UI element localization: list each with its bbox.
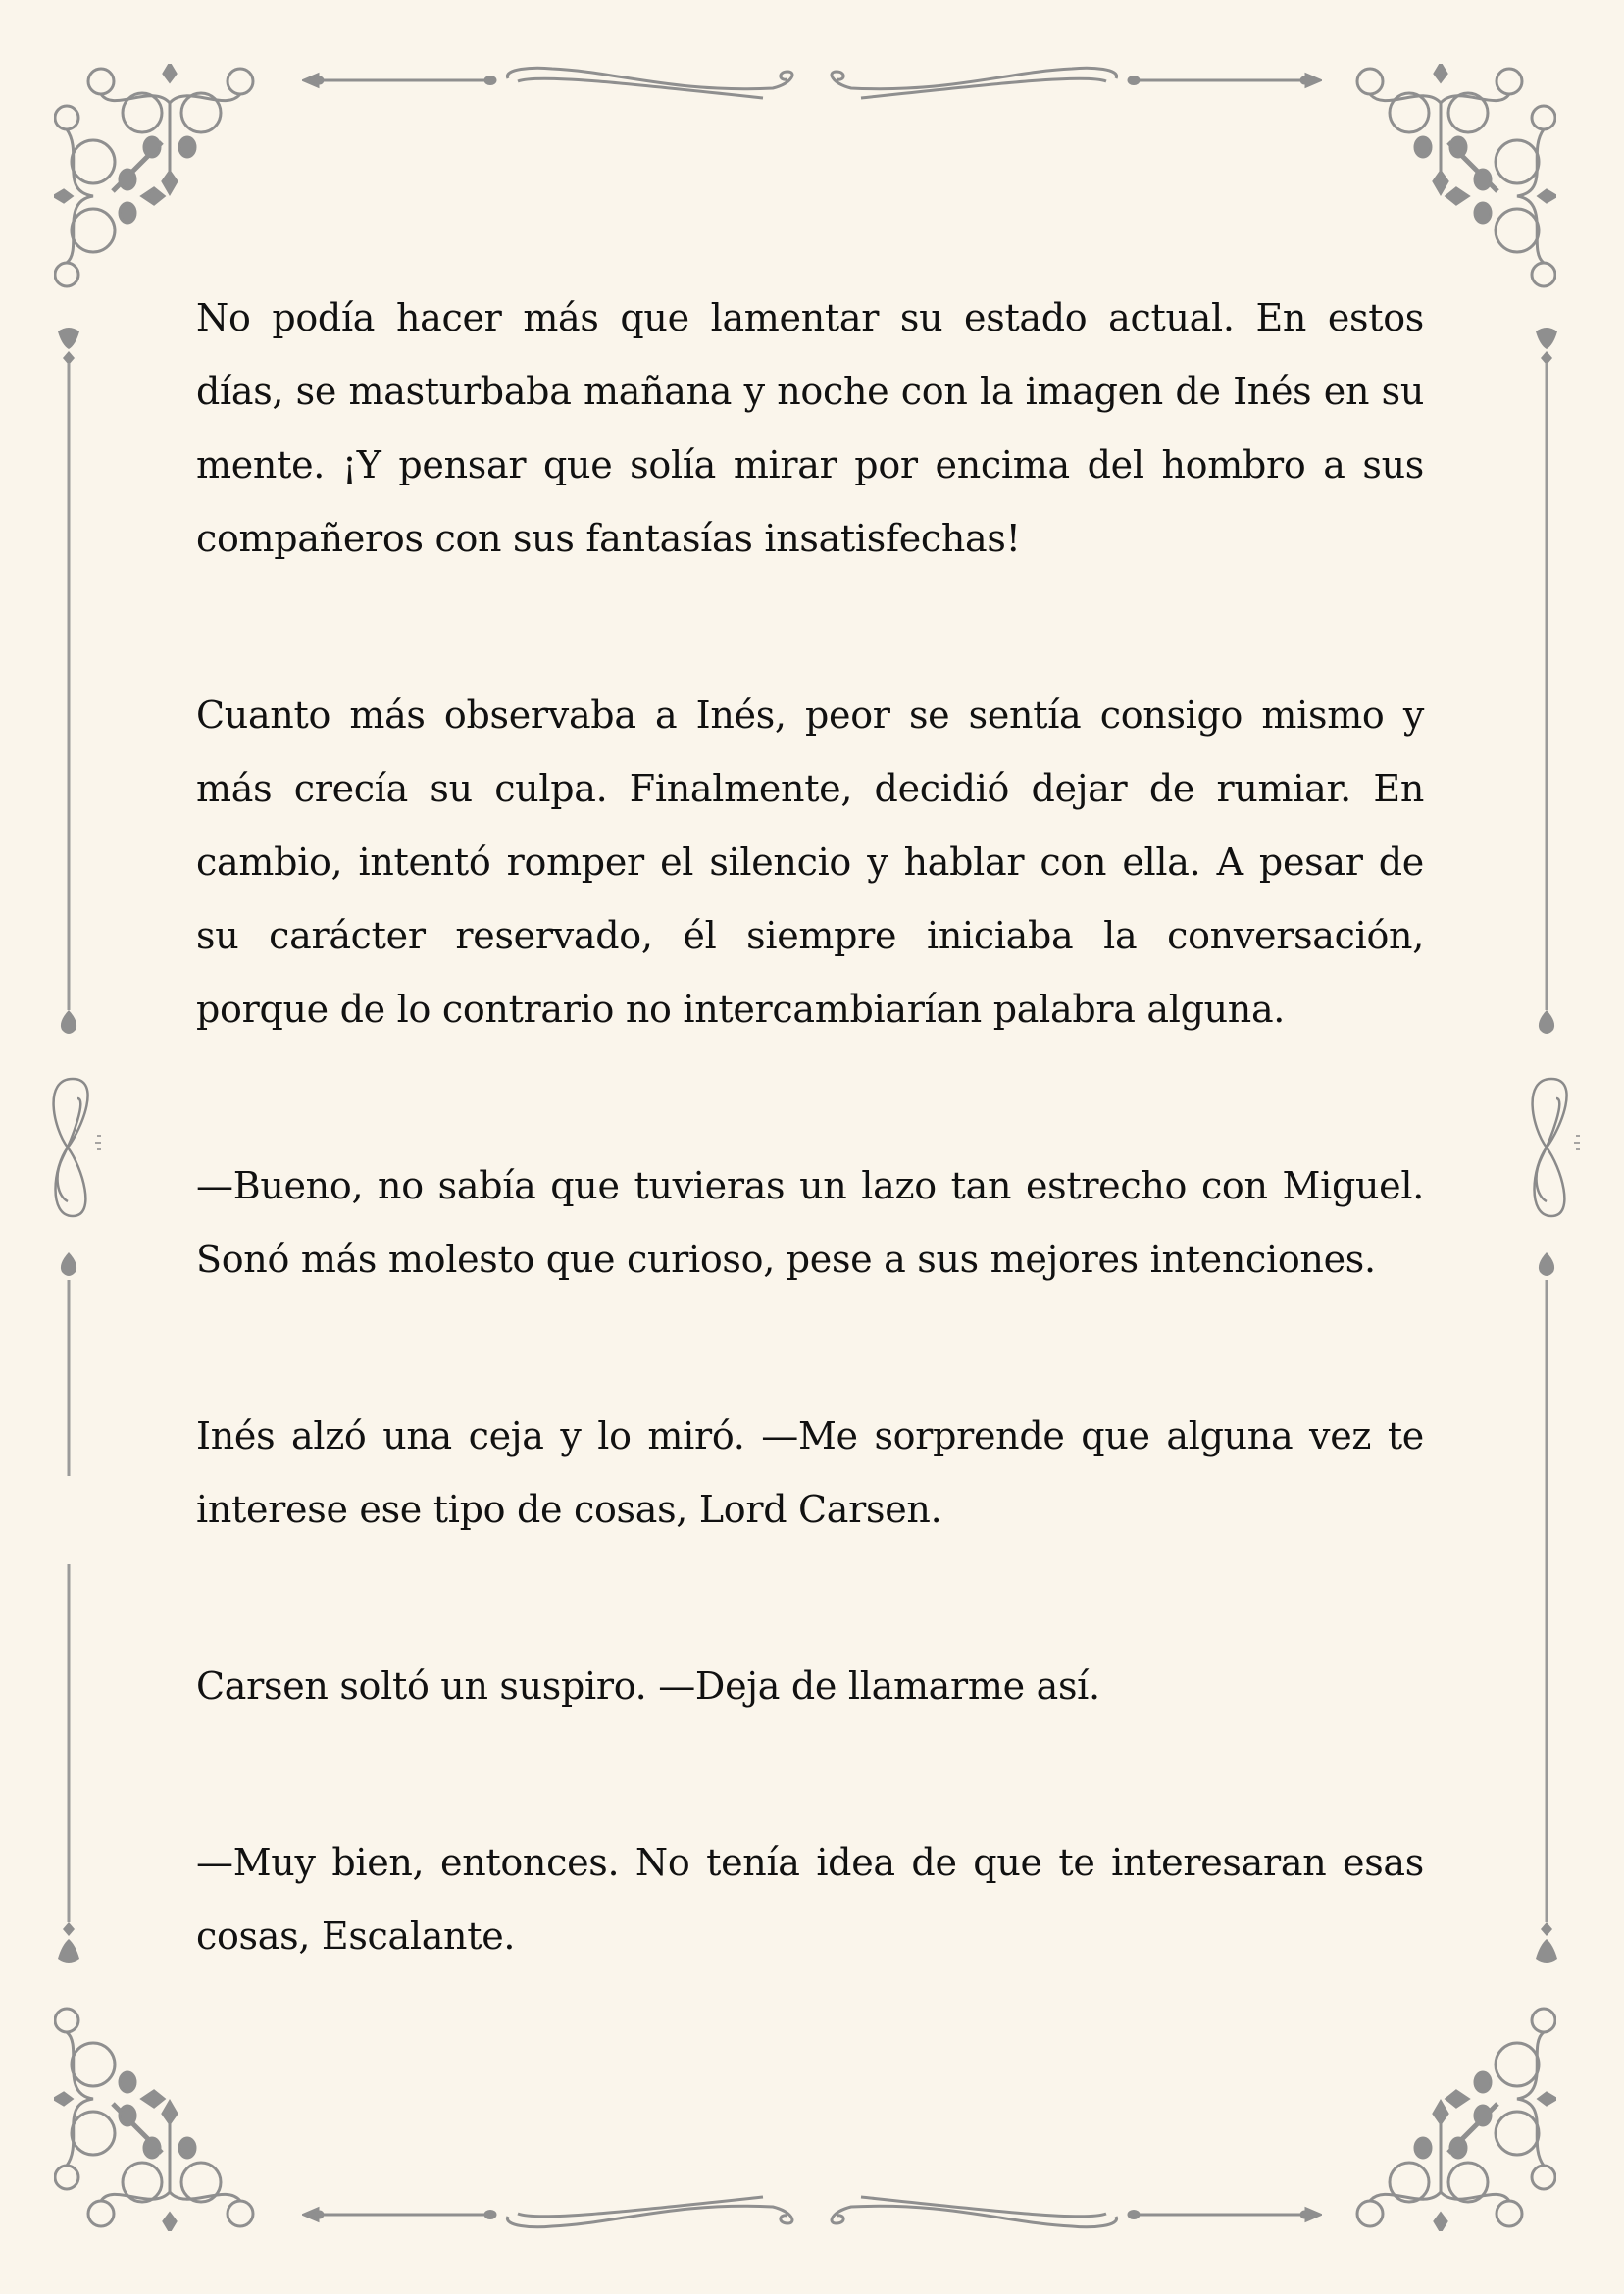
left-figure-eight-knot-icon [43, 1069, 102, 1226]
right-pendant-rod-lower-icon [1532, 1250, 1561, 1966]
bottom-scroll-divider-icon [302, 2192, 1322, 2241]
paragraph-5: Carsen soltó un suspiro. —Deja de llamarme así. [196, 1664, 1100, 1708]
paragraph-4: Inés alzó una ceja y lo miró. —Me sorprende que alguna vez te interese ese tipo de cosas, Lord Carsen. [196, 1414, 1424, 1531]
corner-flourish-top-left-icon [54, 64, 265, 289]
paragraph-2: Cuanto más observaba a Inés, peor se sentía consigo mismo y más crecía su culpa. Finalmente, decidió dejar de rumiar. En cambio, intentó romper el silencio y hablar con ella. A pesar de su carácter reservado, él siempre iniciaba la conversación, porque de lo contrario no intercambiarían palabra alguna. [196, 693, 1424, 1031]
page-body-text [196, 281, 1424, 1973]
left-pendant-rod-upper-icon [54, 324, 83, 1040]
corner-flourish-bottom-left-icon [54, 2006, 265, 2231]
paragraph-1: No podía hacer más que lamentar su estado actual. En estos días, se masturbaba mañana y noche con la imagen de Inés en su mente. ¡Y pensar que solía mirar por encima del hombro a sus compañeros con sus fantasías insatisfechas! [196, 296, 1424, 560]
corner-flourish-top-right-icon [1345, 64, 1556, 289]
top-scroll-divider-icon [302, 54, 1322, 103]
paragraph-6: —Muy bien, entonces. No tenía idea de que te interesaran esas cosas, Escalante. [196, 1841, 1424, 1958]
left-pendant-rod-lower-icon [54, 1250, 83, 1966]
paragraph-3: —Bueno, no sabía que tuvieras un lazo tan estrecho con Miguel. Sonó más molesto que curioso, pese a sus mejores intenciones. [196, 1164, 1424, 1281]
corner-flourish-bottom-right-icon [1345, 2006, 1556, 2231]
right-figure-eight-knot-icon [1522, 1069, 1581, 1226]
right-pendant-rod-upper-icon [1532, 324, 1561, 1040]
